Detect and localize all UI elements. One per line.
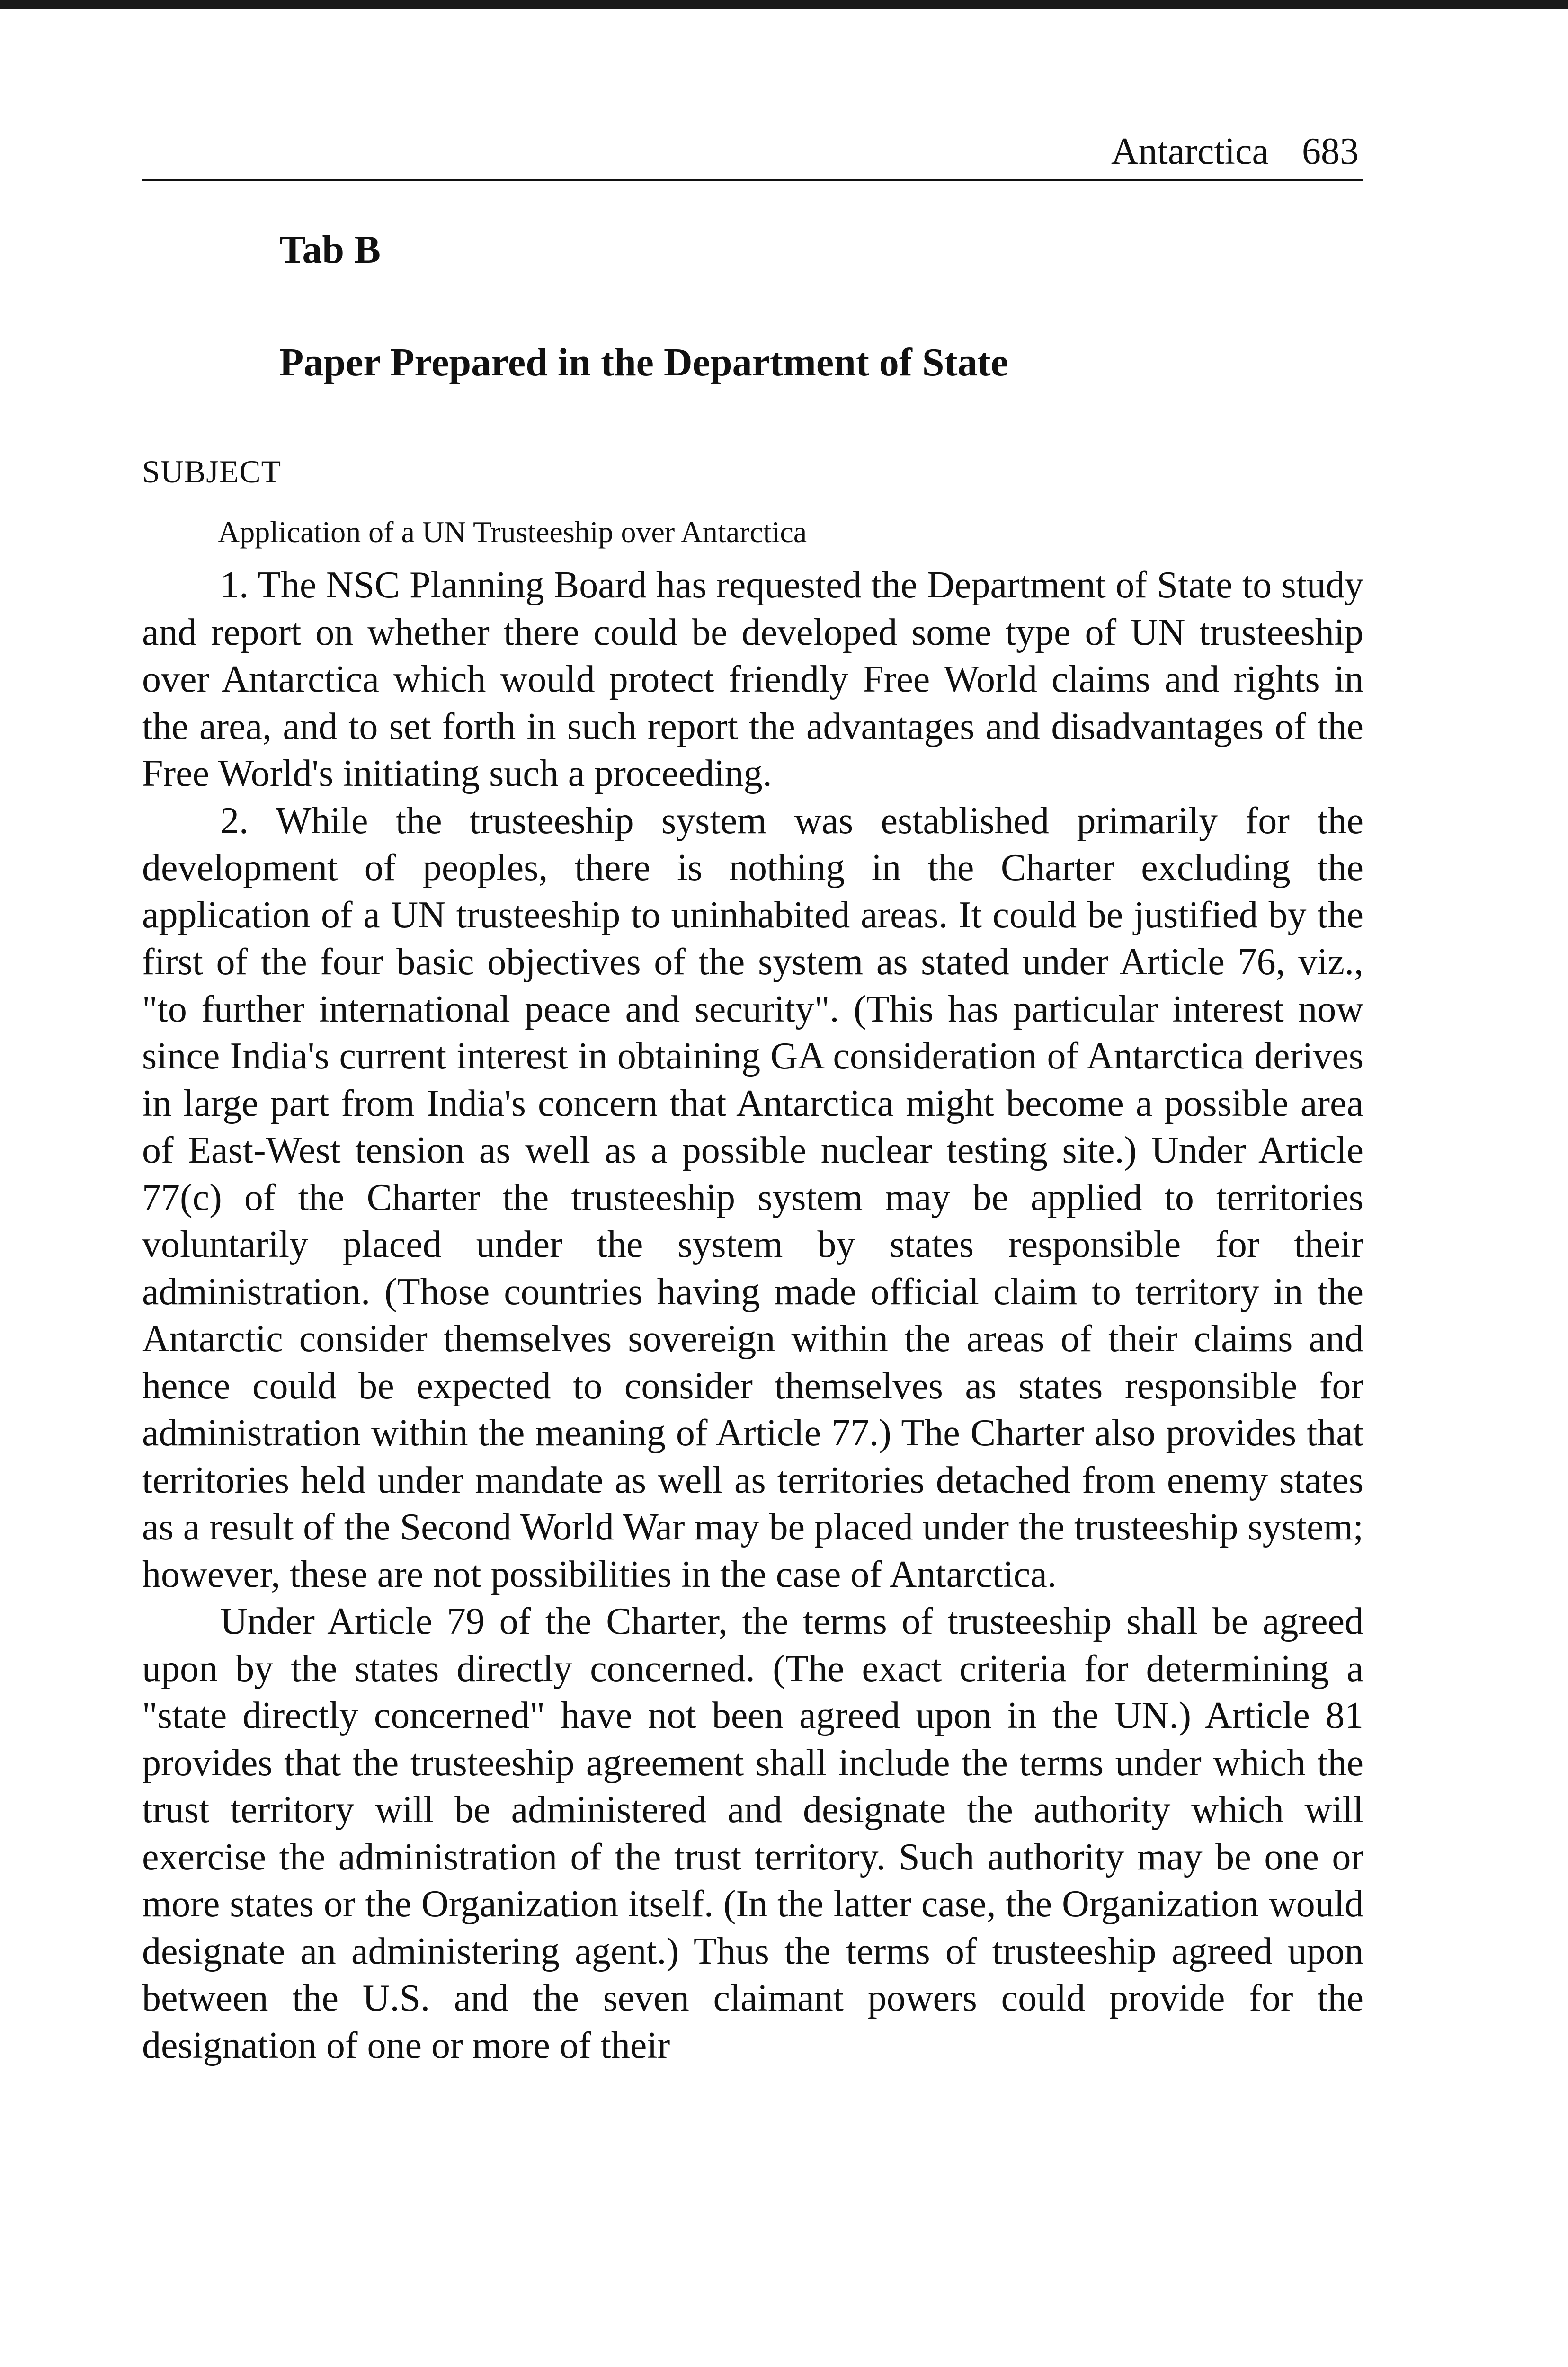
running-head-section: Antarctica	[1111, 131, 1269, 172]
paragraph-1: 1. The NSC Planning Board has requested the Department of State to study and report on whether there could be developed some type of UN trusteeship over Antarctica which would protect friendly Free World claims and rights in the area, and to set forth in such report the advantages and disadvantages of the Free World's initiating such a proceeding.	[142, 564, 1363, 794]
running-head	[142, 128, 1363, 175]
document-title: Paper Prepared in the Department of State	[279, 340, 1008, 384]
body-text	[142, 562, 1363, 2069]
paragraph-2: 2. While the trusteeship system was established primarily for the development of peoples, there is nothing in the Charter excluding the application of a UN trusteeship to uninhabited areas. It could be justified by the first of the four basic objectives of the system as stated under Article 76, viz., "to further international peace and security". (This has particular interest now since India's current interest in obtaining GA consideration of Antarctica derives in large part from India's concern that Antarctica might become a possible area of East-West tension as well as a possible nuclear testing site.) Under Article 77(c) of the Charter the trusteeship system may be applied to territories voluntarily placed under the system by states responsible for their administration. (Those countries having made official claim to territory in the Antarctic consider themselves sovereign within the areas of their claims and hence could be expected to consider themselves as states responsible for administration within the meaning of Article 77.) The Charter also provides that territories held under mandate as well as territories detached from enemy states as a result of the Second World War may be placed under the trusteeship system; however, these are not possibilities in the case of Antarctica.	[142, 800, 1363, 1595]
document-page	[142, 128, 1363, 2069]
page-top-border	[0, 0, 1568, 9]
page-number: 683	[1302, 131, 1359, 172]
tab-label: Tab B	[279, 228, 381, 272]
header-rule	[142, 179, 1363, 181]
subject-text: Application of a UN Trusteeship over Antarctica	[218, 515, 807, 549]
subject-label: SUBJECT	[142, 454, 282, 489]
paragraph-3: Under Article 79 of the Charter, the terms of trusteeship shall be agreed upon by the states directly concerned. (The exact criteria for determining a "state directly concerned" have not been agreed upon in the UN.) Article 81 provides that the trusteeship agreement shall include the terms under which the trust territory will be administered and designate the authority which will exercise the administration of the trust territory. Such authority may be one or more states or the Organization itself. (In the latter case, the Organization would designate an administering agent.) Thus the terms of trusteeship agreed upon between the U.S. and the seven claimant powers could provide for the designation of one or more of their	[142, 1601, 1363, 2066]
